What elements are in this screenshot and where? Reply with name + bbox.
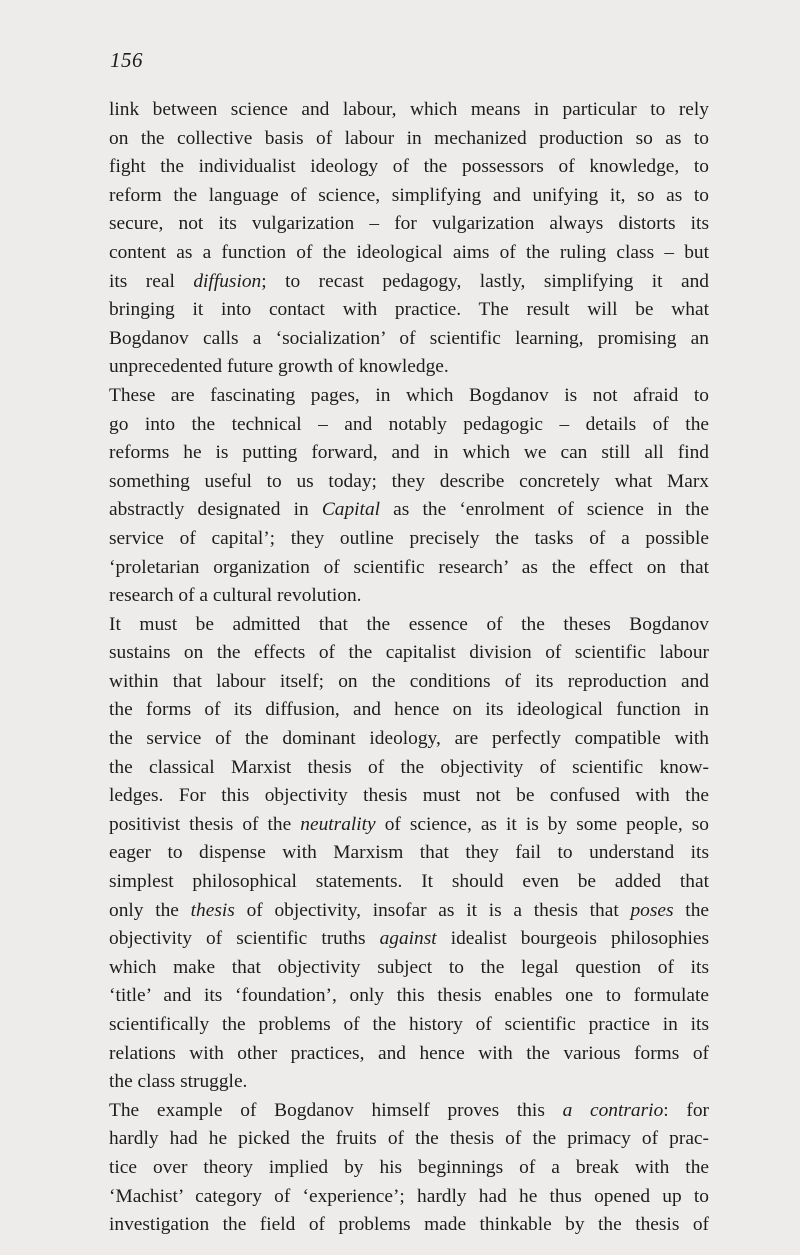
text-line: [109, 153, 709, 182]
paragraph: [109, 96, 709, 382]
text-segment: the forms of its diffusion, and hence on its ideological function in: [109, 699, 709, 721]
text-segment: go into the technical – and notably pedagogic – details of the: [109, 413, 709, 435]
text-segment: secure, not its vulgarization – for vulgarization always distorts its: [109, 213, 709, 235]
text-line: [109, 382, 709, 411]
text-line: [109, 439, 709, 468]
text-segment: investigation the field of problems made thinkable by the thesis of: [109, 1214, 709, 1236]
text-segment: ‘Machist’ category of ‘experience’; hardly had he thus opened up to: [109, 1185, 709, 1207]
text-line: [109, 925, 709, 954]
text-line: [109, 125, 709, 154]
text-segment: It must be admitted that the essence of the theses Bogdanov: [109, 613, 709, 635]
text-segment: within that labour itself; on the conditions of its reproduction and: [109, 670, 709, 692]
text-line: [109, 210, 709, 239]
italic-text: Capital: [321, 499, 381, 521]
text-segment: ; to recast pedagogy, lastly, simplifying it and: [261, 270, 710, 292]
text-line: [109, 268, 709, 297]
italic-text: a contrario: [562, 1099, 664, 1121]
text-segment: fight the individualist ideology of the possessors of knowledge, to: [109, 156, 709, 178]
text-segment: abstractly designated in: [109, 499, 322, 521]
text-segment: the: [673, 899, 709, 921]
text-line: [109, 1040, 709, 1069]
text-line: [109, 554, 709, 583]
text-segment: the classical Marxist thesis of the objectivity of scientific know-: [109, 756, 709, 778]
paragraph: [109, 382, 709, 611]
text-segment: reforms he is putting forward, and in which we can still all find: [109, 442, 709, 464]
text-line: [109, 897, 709, 926]
text-segment: on the collective basis of labour in mechanized production so as to: [109, 127, 709, 149]
text-line: [109, 1068, 709, 1097]
text-segment: which make that objectivity subject to the legal question of its: [109, 956, 709, 978]
italic-text: diffusion: [193, 270, 262, 292]
text-segment: eager to dispense with Marxism that they fail to understand its: [109, 842, 709, 864]
text-line: [109, 468, 709, 497]
text-segment: hardly had he picked the fruits of the thesis of the primacy of prac-: [109, 1128, 709, 1150]
text-segment: ‘title’ and its ‘foundation’, only this thesis enables one to formulate: [109, 985, 709, 1007]
paragraph: [109, 611, 709, 1097]
text-line: [109, 411, 709, 440]
text-segment: Bogdanov calls a ‘socialization’ of scientific learning, promising an: [109, 327, 709, 349]
text-line: [109, 1097, 709, 1126]
text-segment: : for: [663, 1099, 709, 1121]
text-line: [109, 496, 709, 525]
text-line: [109, 782, 709, 811]
text-segment: idealist bourgeois philosophies: [436, 928, 710, 950]
italic-text: thesis: [190, 899, 235, 921]
text-segment: These are fascinating pages, in which Bogdanov is not afraid to: [109, 384, 709, 406]
text-segment: service of capital’; they outline precisely the tasks of a possible: [109, 527, 709, 549]
text-line: [109, 239, 709, 268]
text-line: [109, 725, 709, 754]
text-line: [109, 325, 709, 354]
text-segment: The example of Bogdanov himself proves this: [109, 1099, 563, 1121]
text-segment: link between science and labour, which means in particular to rely: [109, 99, 709, 120]
body-text: [109, 96, 709, 1240]
text-line: [109, 1211, 709, 1240]
text-segment: objectivity of scientific truths: [109, 928, 380, 950]
text-segment: ‘proletarian organization of scientific research’ as the effect on that: [109, 556, 709, 578]
text-segment: only the: [109, 899, 191, 921]
text-line: [109, 1183, 709, 1212]
text-segment: relations with other practices, and hence with the various forms of: [109, 1042, 709, 1064]
text-line: [109, 1011, 709, 1040]
text-segment: sustains on the effects of the capitalist division of scientific labour: [109, 642, 709, 664]
text-line: [109, 611, 709, 640]
text-segment: of science, as it is by some people, so: [375, 813, 709, 835]
text-line: [109, 668, 709, 697]
text-line: [109, 582, 709, 611]
text-line: [109, 811, 709, 840]
text-segment: positivist thesis of the: [109, 813, 301, 835]
text-line: [109, 96, 709, 125]
text-segment: the service of the dominant ideology, are perfectly compatible with: [109, 728, 709, 750]
text-segment: its real: [109, 270, 194, 292]
text-line: [109, 839, 709, 868]
text-line: [109, 1154, 709, 1183]
paragraph: [109, 1097, 709, 1240]
text-line: [109, 954, 709, 983]
italic-text: poses: [630, 899, 674, 921]
text-line: [109, 296, 709, 325]
text-line: [109, 182, 709, 211]
italic-text: against: [379, 928, 437, 950]
text-segment: tice over theory implied by his beginnings of a break with the: [109, 1156, 709, 1178]
text-line: [109, 1125, 709, 1154]
text-segment: unprecedented future growth of knowledge.: [109, 356, 449, 378]
text-line: [109, 525, 709, 554]
text-segment: ledges. For this objectivity thesis must not be confused with the: [109, 785, 709, 807]
text-line: [109, 353, 709, 382]
text-line: [109, 639, 709, 668]
text-segment: something useful to us today; they describe concretely what Marx: [109, 470, 709, 492]
text-segment: the class struggle.: [109, 1071, 248, 1093]
text-line: [109, 868, 709, 897]
text-segment: bringing it into contact with practice. The result will be what: [109, 299, 709, 321]
text-line: [109, 696, 709, 725]
text-segment: as the ‘enrolment of science in the: [380, 499, 709, 521]
text-segment: scientifically the problems of the history of scientific practice in its: [109, 1014, 709, 1035]
text-segment: of objectivity, insofar as it is a thesis that: [234, 899, 631, 921]
text-segment: reform the language of science, simplifying and unifying it, so as to: [109, 184, 709, 206]
text-line: [109, 982, 709, 1011]
text-segment: research of a cultural revolution.: [109, 585, 362, 607]
text-line: [109, 754, 709, 783]
italic-text: neutrality: [300, 813, 376, 835]
page-number: 156: [110, 48, 143, 72]
text-segment: content as a function of the ideological aims of the ruling class – but: [109, 241, 709, 263]
text-segment: simplest philosophical statements. It should even be added that: [109, 871, 709, 893]
